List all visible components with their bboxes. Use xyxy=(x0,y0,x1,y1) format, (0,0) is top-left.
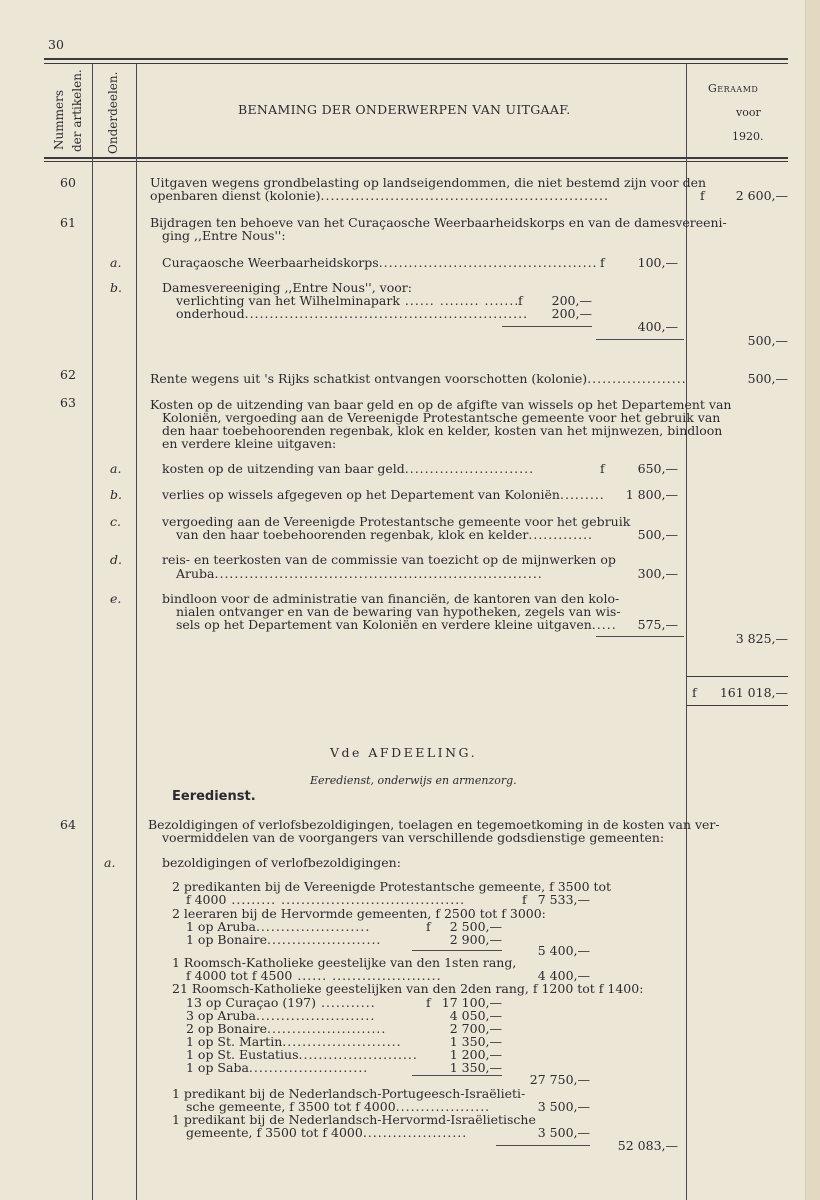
art63-e-label: e. xyxy=(110,591,122,606)
art64-p1-f: f xyxy=(522,892,527,907)
art64-p1-amount: 7 533,— xyxy=(537,892,590,907)
art64-a-text: bezoldigingen of verlofbezoldigingen: xyxy=(162,855,401,870)
art63-b-amount: 1 800,— xyxy=(625,487,678,502)
header-title: BENAMING DER ONDERWERPEN VAN UITGAAF. xyxy=(238,102,571,117)
art64-line1: Bezoldigingen of verlofsbezoldigingen, toelagen en tegemoetkoming in de kosten van ver- xyxy=(148,817,720,832)
art64-p5-amount: 3 500,— xyxy=(537,1099,590,1114)
header-geraamd: Geraamd xyxy=(708,82,759,95)
art63-c-line1: vergoeding aan de Vereenigde Protestantsche gemeente voor het gebruik xyxy=(162,514,631,529)
art63-line1: Kosten op de uitzending van baar geld en op de afgifte van wissels op het Departement van xyxy=(150,397,732,412)
art63-e-line3: sels op het Departement van Koloniën en verdere kleine uitgaven..... xyxy=(176,617,617,632)
art64-line2: voermiddelen van de voorgangers van verschillende godsdienstige gemeenten: xyxy=(162,830,665,845)
art64-p6-line1: 1 predikant bij de Nederlandsch-Hervormd-Israëlietische xyxy=(172,1112,536,1127)
header-col-nummers: Nummers xyxy=(52,90,66,150)
art61-b-sub2-amount: 200,— xyxy=(551,306,592,321)
header-rule-thin xyxy=(44,161,788,162)
art63-line4: en verdere kleine uitgaven: xyxy=(162,436,337,451)
art64-p4-row-label: 1 op Saba........................ xyxy=(186,1060,369,1075)
art64-p4-row-amount: 2 700,— xyxy=(449,1021,502,1036)
art61-b-rule xyxy=(502,326,592,327)
art64-p2-row2: 1 op Bonaire....................... xyxy=(186,932,382,947)
art64-a-label: a. xyxy=(104,855,116,870)
header-rule xyxy=(44,157,788,159)
art63-a-amount: 650,— xyxy=(637,461,678,476)
art61-a-f: f xyxy=(600,255,605,270)
art63-b-label: b. xyxy=(110,487,122,502)
art64-p5-line1: 1 predikant bij de Nederlandsch-Portugeesch-Israëlieti- xyxy=(172,1086,526,1101)
art60-amount: 2 600,— xyxy=(735,188,788,203)
art61-a-text: Curaçaosche Weerbaarheidskorps............................................ xyxy=(162,255,598,270)
art64-p4-row-label: 3 op Aruba........................ xyxy=(186,1008,376,1023)
art64-p3-line2: f 4000 tot f 4500 ...... ...................... xyxy=(186,968,442,983)
art64-number: 64 xyxy=(60,817,76,832)
art63-number: 63 xyxy=(60,395,76,410)
art64-p4-row-amount: 4 050,— xyxy=(449,1008,502,1023)
art64-p5-line2: sche gemeente, f 3500 tot f 4000................... xyxy=(186,1099,491,1114)
art63-total: 3 825,— xyxy=(735,631,788,646)
art62-number: 62 xyxy=(60,367,76,382)
art61-b-total: 400,— xyxy=(637,319,678,334)
art60-number: 60 xyxy=(60,175,76,190)
art63-line2: Koloniën, vergoeding aan de Vereenigde Protestantsche gemeente voor het gebruik van xyxy=(162,410,721,425)
art64-p1-line1: 2 predikanten bij de Vereenigde Protestantsche gemeente, f 3500 tot xyxy=(172,879,612,894)
art64-p2-row2-amount: 2 900,— xyxy=(449,932,502,947)
art64-p4-row-label: 1 op St. Eustatius........................ xyxy=(186,1047,418,1062)
art61-b-sub1: verlichting van het Wilhelminapark ...... ........ ....... xyxy=(176,293,520,308)
art61-b-sub1-amount: 200,— xyxy=(551,293,592,308)
art63-a-f: f xyxy=(600,461,605,476)
top-rule xyxy=(44,58,788,60)
art63-e-amount: 575,— xyxy=(637,617,678,632)
art63-line3: den haar toebehoorenden regenbak, klok en kelder, kosten van het mijnwezen, bindloon xyxy=(162,423,723,438)
art64-p2-row1-amount: 2 500,— xyxy=(449,919,502,934)
page-edge xyxy=(805,0,820,1200)
page-number: 30 xyxy=(48,37,64,52)
art61-a-label: a. xyxy=(110,255,122,270)
art60-line1: Uitgaven wegens grondbelasting op landseigendommen, die niet bestemd zijn voor den xyxy=(150,175,707,190)
art63-d-line2: Aruba.................................................................. xyxy=(176,566,543,581)
section-subtitle: Eeredienst, onderwijs en armenzorg. xyxy=(310,774,517,787)
art64-p3-line1: 1 Roomsch-Katholieke geestelijke van den 1sten rang, xyxy=(172,955,517,970)
art60-f: f xyxy=(700,188,705,203)
art64-p4-total: 27 750,— xyxy=(529,1072,590,1087)
art64-p2-rule xyxy=(412,950,502,951)
art63-e-line2: nialen ontvanger en van de bewaring van hypotheken, zegels van wis- xyxy=(176,604,621,619)
art64-p4-row-amount: 17 100,— xyxy=(441,995,502,1010)
grand-total-amount: 161 018,— xyxy=(719,685,788,700)
art64-p4-row-label: 2 op Bonaire........................ xyxy=(186,1021,387,1036)
top-rule-thin xyxy=(44,63,788,64)
art64-p6-amount: 3 500,— xyxy=(537,1125,590,1140)
art61-number: 61 xyxy=(60,215,76,230)
art64-a-total: 52 083,— xyxy=(617,1138,678,1153)
header-year: 1920. xyxy=(732,130,764,143)
header-col-artikelen: der artikelen. xyxy=(70,69,84,152)
section-heading: Eeredienst. xyxy=(172,789,256,804)
art64-p4-row-amount: 1 350,— xyxy=(449,1034,502,1049)
art64-p2-total: 5 400,— xyxy=(537,943,590,958)
art64-p4-row-f: f xyxy=(426,995,431,1010)
art61-b-label: b. xyxy=(110,280,122,295)
col-line-3 xyxy=(686,64,687,1200)
art61-line1: Bijdragen ten behoeve van het Curaçaosche Weerbaarheidskorps en van de damesvereeni- xyxy=(150,215,727,230)
art64-p3-amount: 4 400,— xyxy=(537,968,590,983)
section-title: Vde AFDEELING. xyxy=(330,745,478,760)
art63-e-line1: bindloon voor de administratie van financiën, de kantoren van den kolo- xyxy=(162,591,620,606)
col-line-1 xyxy=(92,64,93,1200)
art61-b-sub2: onderhoud......................................................... xyxy=(176,306,529,321)
art61-b-sub1-f: f xyxy=(518,293,523,308)
art63-c-label: c. xyxy=(110,514,121,529)
art64-p6-line2: gemeente, f 3500 tot f 4000..................... xyxy=(186,1125,468,1140)
art61-total: 500,— xyxy=(747,333,788,348)
grand-total-f: f xyxy=(692,685,697,700)
header-voor: voor xyxy=(736,106,761,119)
art64-p2-line1: 2 leeraren bij de Hervormde gemeenten, f 2500 tot f 3000: xyxy=(172,906,546,921)
art64-p4-rule xyxy=(412,1075,502,1076)
col-line-2 xyxy=(136,64,137,1200)
art64-p4-row-amount: 1 200,— xyxy=(449,1047,502,1062)
art64-p1-line2: f 4000 ......... ..................................... xyxy=(186,892,466,907)
header-col-onderdeelen: Onderdeelen. xyxy=(106,71,120,154)
art61-rule xyxy=(596,339,684,340)
art64-p2-row1: 1 op Aruba....................... xyxy=(186,919,371,934)
art63-a-text: kosten op de uitzending van baar geld.......................... xyxy=(162,461,535,476)
art64-p4-row-amount: 1 350,— xyxy=(449,1060,502,1075)
art63-c-amount: 500,— xyxy=(637,527,678,542)
art61-line2: ging ,,Entre Nous'': xyxy=(162,228,286,243)
art64-p2-row1-f: f xyxy=(426,919,431,934)
art64-p4-row-label: 1 op St. Martin........................ xyxy=(186,1034,402,1049)
art63-d-amount: 300,— xyxy=(637,566,678,581)
art63-rule xyxy=(596,636,684,637)
art64-a-rule xyxy=(496,1145,590,1146)
art62-text: Rente wegens uit 's Rijks schatkist ontvangen voorschotten (kolonie).................... xyxy=(150,371,687,386)
art63-a-label: a. xyxy=(110,461,122,476)
art63-c-line2: van den haar toebehoorenden regenbak, klok en kelder............. xyxy=(176,527,594,542)
art62-amount: 500,— xyxy=(747,371,788,386)
grand-total-rule-top xyxy=(686,676,788,677)
art61-b-text: Damesvereeniging ,,Entre Nous'', voor: xyxy=(162,280,412,295)
art63-b-text: verlies op wissels afgegeven op het Departement van Koloniën......... xyxy=(162,487,605,502)
art63-d-label: d. xyxy=(110,552,122,567)
art64-p4-row-label: 13 op Curaçao (197) ........... xyxy=(186,995,376,1010)
grand-total-rule-bottom xyxy=(686,705,788,706)
art64-p4-line1: 21 Roomsch-Katholieke geestelijken van den 2den rang, f 1200 tot f 1400: xyxy=(172,981,644,996)
art60-line2: openbaren dienst (kolonie).......................................................... xyxy=(150,188,609,203)
art63-d-line1: reis- en teerkosten van de commissie van toezicht op de mijnwerken op xyxy=(162,552,616,567)
art61-a-amount: 100,— xyxy=(637,255,678,270)
